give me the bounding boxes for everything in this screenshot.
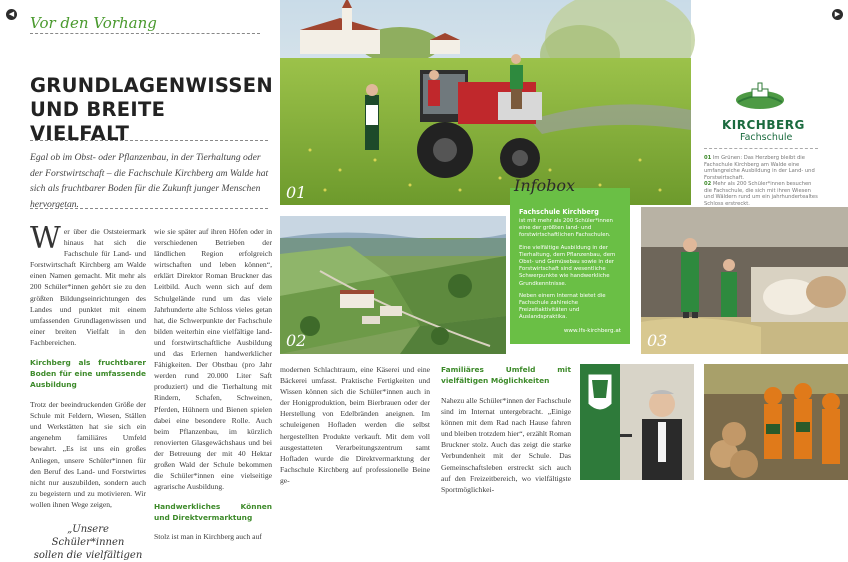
pull-quote-line: „Unsere Schüler*innen [51,523,125,548]
photo-stable-image [641,207,848,354]
divider [30,208,268,209]
photo-aerial-image [280,216,506,354]
subheading: Handwerkliches Können und Direktvermarktung [154,502,272,523]
pull-quote [30,523,146,562]
paragraph: Nahezu alle Schüler*innen der Fachschule sind im Internat untergebracht. „Einige können mit dem Rad nach Hause fahren und bleiben trotzdem hier“, erzählt Roman Bruckner stolz. Auch das zeigt die starke Verbundenheit mit der Schule. Das Gemeinschaftsleben erstreckt sich auch auf den Freizeitbereich, wo vielfältigste Sportmöglichkei- [441,396,571,494]
caption-number: 02 [704,181,712,187]
infobox-link[interactable]: www.lfs-kirchberg.at [563,327,621,334]
drop-cap: W [30,221,61,256]
photo-aerial [280,216,506,354]
divider [30,33,260,34]
headline-line-2: UND BREITE VIELFALT [30,98,166,145]
castle-logo-icon [734,80,786,110]
photo-stable [641,207,848,354]
photo-number: 01 [286,183,307,202]
subheading: Familiäres Umfeld mit vielfältigen Möglichkeiten [441,365,571,385]
paragraph: er über die Oststeiermark hinaus hat sich die Fachschule für Land- und Forstwirtschaft Kirchberg am Walde einen Namen gemacht. Mit mehr als 200 Schüler*innen gehört sie zu den größten Bildungseinrichtungen des Landes und punktet mit einem umfassenden Grundlagenwissen und einer breiten Vielfalt in den Fachbereichen. [30,227,146,347]
headline [30,74,273,146]
text-column-4 [441,364,571,494]
infobox-heading: Fachschule Kirchberg [519,208,599,216]
infobox-paragraph: Neben einem Internat bietet die Fachschule zahlreiche Freizeitaktivitäten und Auslandspraktika. [519,292,606,321]
prev-page-icon[interactable]: ◀ [6,9,17,20]
infobox [510,188,630,344]
photo-forestry-image [704,364,848,480]
logo-subtitle: Fachschule [740,132,793,143]
text-column-1 [30,221,146,561]
text-column-3 [280,364,430,485]
school-logo [706,80,816,143]
next-page-icon[interactable]: ▶ [832,9,843,20]
paragraph: Stolz ist man in Kirchberg auch auf [154,532,262,542]
photo-director-image [580,364,694,480]
pull-quote-line: sollen die vielfältigen [33,549,143,561]
caption-item [704,155,818,181]
infobox-paragraph: Eine vielfältige Ausbildung in der Tierhaltung, dem Pflanzenbau, dem Obst- und Gemüsebau sowie in der Forstwirtschaft sind wesentliche Schwerpunkte wie handwerkliche Grundkenntnisse. [519,244,616,287]
photo-tractor-image [280,0,691,205]
caption-text: Mehr als 200 Schüler*innen besuchen die Fachschule, die sich mit ihren Wiesen und Wäldern rund um ein jahrhundertealtes Schloss erstreckt. [704,181,818,207]
divider [704,148,818,149]
intro-text: Egal ob im Obst- oder Pflanzenbau, in der Tierhaltung oder der Forstwirtschaft – die Fachschule Kirchberg am Walde hat sich als fruchtbarer Boden für die Zukunft junger Menschen hervorgetan. [30,152,269,210]
section-tag: Vor den Vorhang [30,14,157,32]
photo-number: 03 [647,331,668,350]
photo-forestry [704,364,848,480]
text-column-2 [154,226,272,542]
infobox-title: Infobox [514,176,576,195]
caption-item [704,181,818,207]
subheading: Kirchberg als fruchtbarer Boden für eine umfassende Ausbildung [30,358,146,390]
paragraph: wie sie später auf ihren Höfen oder in verschiedenen Betrieben der ländlichen Region erfolgreich wirtschaften und leben können“, erklärt Direktor Roman Bruckner das Leitbild. Auch wenn sich auf dem Schulgelände rund um das viele Jahrhunderte alte Schloss vieles getan hat, die Schwerpunkte der Fachschule bilden weiterhin eine vielfältige land- und forstwirtschaftliche Ausbildung und das Erlernen handwerklicher Fähigkeiten. Der Obstbau (pro Jahr werden rund 20.000 Liter Saft produziert) und die Tierhaltung mit Rindern, Schafen, Schweinen, Pferden, Hühnern und Bienen spielen dabei eine besondere Rolle. Auch beim Pflanzenbau, im kürzlich renovierten Glasgewächshaus und bei der Betreuung der mit 40 Hektar großen Wald der Schule bekommen die Schüler*innen eine vielseitige agrarische Ausbildung. [154,227,272,492]
headline-line-1: GRUNDLAGENWISSEN [30,74,273,97]
photo-number: 02 [286,331,307,350]
divider [30,140,268,141]
infobox-paragraph: ist mit mehr als 200 Schüler*innen eine der größten land- und forstwirtschaftlichen Fachschulen. [519,218,613,239]
caption-text: Im Grünen: Das Herzberg bleibt die Fachschule Kirchberg am Walde eine umfangreiche Ausbildung in der Land- und Forstwirtschaft. [704,155,815,181]
paragraph: Trotz der beeindruckenden Größe der Schule mit Feldern, Wiesen, Ställen und Werkstätten hat sie sich ein angenehm familiäres Umfeld bewahrt. „Es ist uns ein großes Anliegen, unsere Schüler*innen für den Beruf des Land- und Forstwirtes nicht nur auszubilden, sondern auch zu begeistern und zu motivieren. Wir wollen ihnen Wege zeigen, [30,400,146,509]
photo-tractor [280,0,691,205]
caption-number: 01 [704,155,712,161]
photo-director [580,364,694,480]
logo-name: KIRCHBERG [722,118,805,132]
paragraph: modernen Schlachtraum, eine Käserei und eine Bäckerei umfasst. Praktische Fertigkeiten und Wissen können sich die Schüler*innen auch in der Honigproduktion, beim Bierbrauen oder der Herstellung von Edelbränden aneignen. Im schuleigenen Hofladen werden die selbst hergestellten Produkte verkauft. Mit dem voll ausgestatteten Verarbeitungszentrum samt Hofladen wurde die Direktvermarktung der Fachschule Kirchberg auf professionelle Beine ge- [280,365,430,485]
photo-captions [704,155,818,207]
